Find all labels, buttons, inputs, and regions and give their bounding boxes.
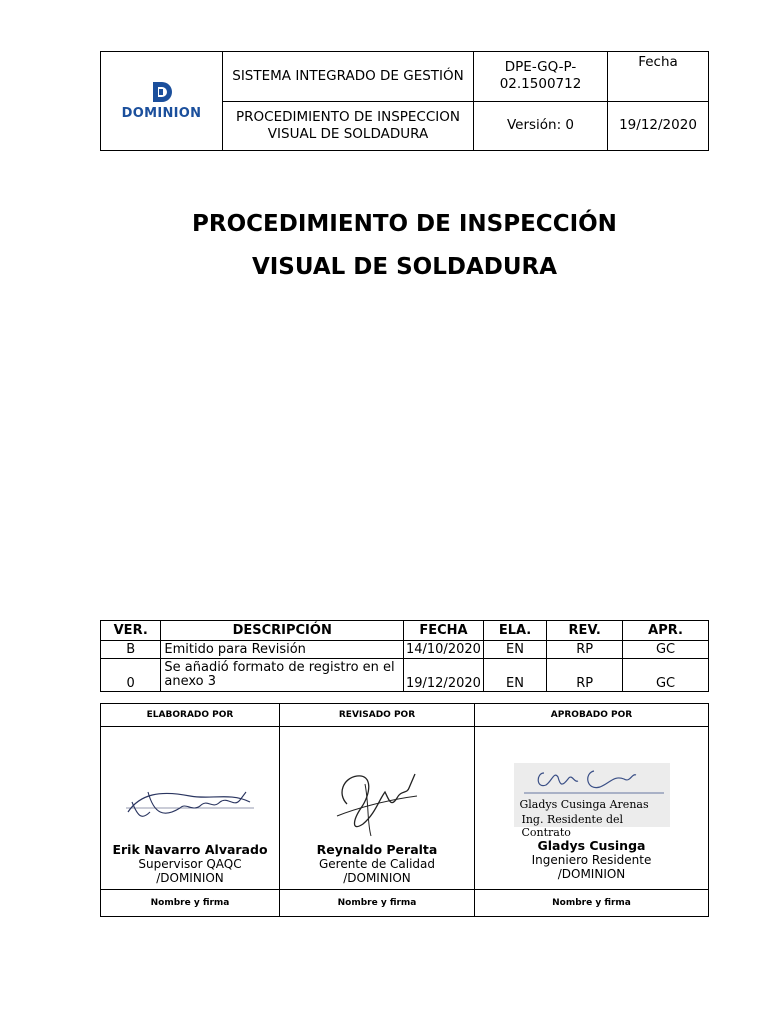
signer-name: Erik Navarro Alvarado	[112, 842, 268, 857]
col-ver: VER.	[101, 621, 161, 641]
revision-header-row	[101, 621, 709, 641]
signer-role: Gerente de Calidad	[318, 857, 436, 871]
dominion-logo-icon	[150, 81, 172, 103]
signature-cell-elaborado	[101, 727, 280, 890]
col-descripcion: DESCRIPCIÓN	[161, 621, 404, 641]
caption-revisado: REVISADO POR	[280, 704, 475, 727]
cell-fecha: 14/10/2020	[404, 641, 484, 659]
cell-rev: RP	[547, 641, 623, 659]
cell-ela: EN	[483, 659, 546, 692]
signature-cell-revisado	[280, 727, 475, 890]
footer-nombre-firma: Nombre y firma	[280, 890, 475, 917]
caption-aprobado: APROBADO POR	[475, 704, 709, 727]
cell-ver: 0	[101, 659, 161, 692]
signer-company: /DOMINION	[557, 867, 626, 881]
cell-ela: EN	[483, 641, 546, 659]
date-value: 19/12/2020	[608, 101, 709, 151]
logo-text: DOMINION	[121, 105, 202, 121]
col-rev: REV.	[547, 621, 623, 641]
cell-apr: GC	[623, 641, 709, 659]
page-title	[100, 203, 709, 289]
signature-image	[280, 762, 474, 842]
signer-role: Ingeniero Residente	[531, 853, 652, 867]
col-fecha: FECHA	[404, 621, 484, 641]
footer-nombre-firma: Nombre y firma	[475, 890, 709, 917]
signer-role: Supervisor QAQC	[138, 857, 242, 871]
col-apr: APR.	[623, 621, 709, 641]
signer-name: Reynaldo Peralta	[316, 842, 438, 857]
footer-nombre-firma: Nombre y firma	[101, 890, 280, 917]
cell-desc: Se añadió formato de registro en el anexo 3	[161, 659, 404, 692]
signature-table	[100, 703, 709, 917]
system-title: SISTEMA INTEGRADO DE GESTIÓN	[223, 52, 474, 102]
stamp-line-2: Ing. Residente del Contrato	[521, 813, 624, 839]
dominion-logo	[122, 81, 202, 122]
signature-image	[101, 762, 279, 842]
procedure-title: PROCEDIMIENTO DE INSPECCION VISUAL DE SOLDADURA	[223, 101, 474, 151]
cell-rev: RP	[547, 659, 623, 692]
title-line-2: VISUAL DE SOLDADURA	[251, 254, 558, 280]
cell-fecha: 19/12/2020	[404, 659, 484, 692]
table-row	[101, 659, 709, 692]
signature-cell-aprobado	[475, 727, 709, 890]
handwritten-signature-icon	[327, 764, 427, 840]
document-header	[100, 51, 709, 151]
date-label: Fecha	[608, 52, 709, 102]
caption-elaborado: ELABORADO POR	[101, 704, 280, 727]
col-ela: ELA.	[483, 621, 546, 641]
signer-company: /DOMINION	[343, 871, 411, 885]
table-row	[101, 641, 709, 659]
handwritten-signature-icon	[120, 772, 260, 832]
cell-apr: GC	[623, 659, 709, 692]
cell-ver: B	[101, 641, 161, 659]
signature-image	[475, 755, 708, 839]
logo-cell	[101, 52, 223, 151]
revision-table	[100, 620, 709, 692]
handwritten-signature-icon	[514, 763, 670, 797]
signature-stamp	[514, 763, 670, 839]
title-line-1: PROCEDIMIENTO DE INSPECCIÓN	[192, 211, 617, 237]
cell-desc: Emitido para Revisión	[161, 641, 404, 659]
doc-code: DPE-GQ-P-02.1500712	[474, 52, 608, 102]
signer-company: /DOMINION	[156, 871, 224, 885]
version: Versión: 0	[474, 101, 608, 151]
signer-name: Gladys Cusinga	[537, 838, 646, 853]
stamp-line-1: Gladys Cusinga Arenas	[519, 798, 649, 811]
